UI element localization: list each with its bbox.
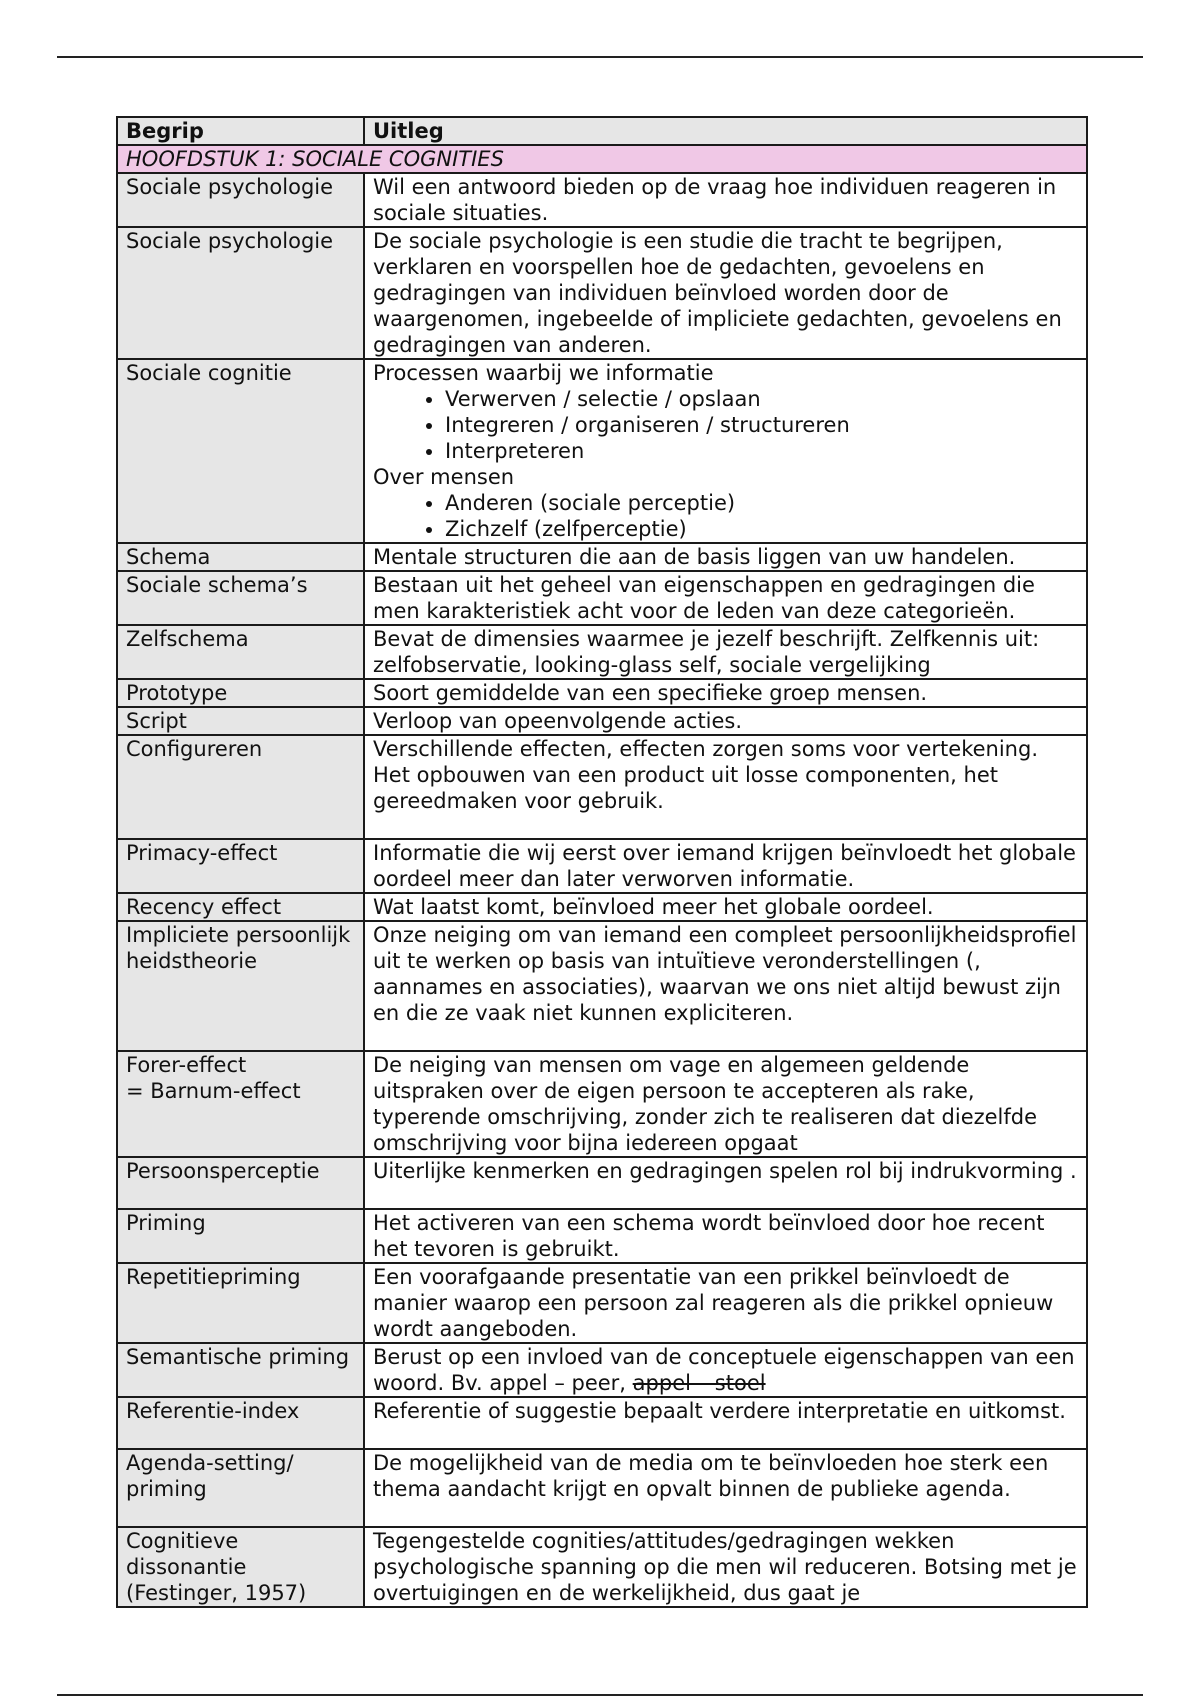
- term-cell: Sociale psychologie: [117, 227, 364, 359]
- list-item: • Anderen (sociale perceptie): [445, 490, 1078, 516]
- term-cell: Sociale psychologie: [117, 173, 364, 227]
- term-cell: [117, 1051, 364, 1157]
- explanation-cell: Wat laatst komt, beïnvloed meer het globale oordeel.: [364, 893, 1087, 921]
- section-title: HOOFDSTUK 1: SOCIALE COGNITIES: [117, 145, 1087, 173]
- explanation-cell: De mogelijkheid van de media om te beïnvloeden hoe sterk een thema aandacht krijgt en opvalt binnen de publieke agenda.: [364, 1449, 1087, 1527]
- table-row: [117, 227, 1087, 359]
- table-row: [117, 1449, 1087, 1527]
- term-cell: Impliciete persoonlijkheidstheorie: [117, 921, 364, 1051]
- explanation-text: Berust op een invloed van de conceptuele eigenschappen van een woord. Bv. appel – peer,: [373, 1345, 1075, 1395]
- explanation-cell: De sociale psychologie is een studie die tracht te begrijpen, verklaren en voorspellen hoe de gedachten, gevoelens en gedragingen van individuen beïnvloed worden door de waargenomen, ingebeelde of impliciete gedachten, gevoelens en gedragingen van anderen.: [364, 227, 1087, 359]
- table-row: [117, 1209, 1087, 1263]
- table-row: [117, 1397, 1087, 1449]
- term-cell: Repetitiepriming: [117, 1263, 364, 1343]
- term-cell: Script: [117, 707, 364, 735]
- list-item: • Zichzelf (zelfperceptie): [445, 516, 1078, 542]
- term-cell: Persoonsperceptie: [117, 1157, 364, 1209]
- explanation-cell: Het activeren van een schema wordt beïnvloed door hoe recent het tevoren is gebruikt.: [364, 1209, 1087, 1263]
- term-cell: Semantische priming: [117, 1343, 364, 1397]
- section-row: [117, 145, 1087, 173]
- header-rule: [57, 56, 1143, 58]
- list-item: • Verwerven / selectie / opslaan: [445, 386, 1078, 412]
- explanation-cell: Tegengestelde cognities/attitudes/gedragingen wekken psychologische spanning op die men wil reduceren. Botsing met je overtuigingen en de werkelijkheid, dus gaat je: [364, 1527, 1087, 1607]
- explanation-cell: De neiging van mensen om vage en algemeen geldende uitspraken over de eigen persoon te accepteren als rake, typerende omschrijving, zonder zich te realiseren dat diezelfde omschrijving voor bijna iedereen opgaat: [364, 1051, 1087, 1157]
- table-row: [117, 1263, 1087, 1343]
- term-cell: Prototype: [117, 679, 364, 707]
- term-cell: Sociale schema’s: [117, 571, 364, 625]
- explanation-line: Verschillende effecten, effecten zorgen soms voor vertekening.: [373, 737, 1038, 761]
- explanation-cell: Soort gemiddelde van een specifieke groep mensen.: [364, 679, 1087, 707]
- explanation-cell: Mentale structuren die aan de basis liggen van uw handelen.: [364, 543, 1087, 571]
- explanation-cell: [364, 735, 1087, 839]
- table-row: [117, 1051, 1087, 1157]
- column-header-term: Begrip: [117, 117, 364, 145]
- list-item: • Interpreteren: [445, 438, 1078, 464]
- table-row: [117, 893, 1087, 921]
- term-cell: Cognitieve dissonantie (Festinger, 1957): [117, 1527, 364, 1607]
- table-row: [117, 921, 1087, 1051]
- header-row: [117, 117, 1087, 145]
- explanation-line: Het opbouwen van een product uit losse componenten, het gereedmaken voor gebruik.: [373, 763, 998, 813]
- explanation-cell: Een voorafgaande presentatie van een prikkel beïnvloedt de manier waarop een persoon zal reageren als die prikkel opnieuw wordt aangeboden.: [364, 1263, 1087, 1343]
- explanation-intro: Processen waarbij we informatie: [373, 361, 714, 385]
- term-cell: Zelfschema: [117, 625, 364, 679]
- table-row: [117, 679, 1087, 707]
- term-cell: Sociale cognitie: [117, 359, 364, 543]
- bullet-list: [373, 490, 1078, 542]
- explanation-cell: Informatie die wij eerst over iemand krijgen beïnvloedt het globale oordeel meer dan later verworven informatie.: [364, 839, 1087, 893]
- table-row: [117, 543, 1087, 571]
- term-cell: Configureren: [117, 735, 364, 839]
- footer-rule: [57, 1694, 1143, 1696]
- term-line: Forer-effect: [126, 1053, 247, 1077]
- term-cell: Primacy-effect: [117, 839, 364, 893]
- table-row: [117, 625, 1087, 679]
- table-row: [117, 1343, 1087, 1397]
- table-row: [117, 1527, 1087, 1607]
- explanation-cell: Bestaan uit het geheel van eigenschappen en gedragingen die men karakteristiek acht voor de leden van deze categorieën.: [364, 571, 1087, 625]
- table-row: [117, 1157, 1087, 1209]
- table-row: [117, 735, 1087, 839]
- explanation-cell: Onze neiging om van iemand een compleet persoonlijkheidsprofiel uit te werken op basis van intuïtieve veronderstellingen (, aannames en associaties), waarvan we ons niet altijd bewust zijn en die ze vaak niet kunnen expliciteren.: [364, 921, 1087, 1051]
- explanation-subheading: Over mensen: [373, 465, 515, 489]
- table-row: [117, 839, 1087, 893]
- table-row: [117, 173, 1087, 227]
- explanation-cell: [364, 359, 1087, 543]
- explanation-cell: [364, 1343, 1087, 1397]
- list-item: • Integreren / organiseren / structureren: [445, 412, 1078, 438]
- explanation-cell: Wil een antwoord bieden op de vraag hoe individuen reageren in sociale situaties.: [364, 173, 1087, 227]
- table-row: [117, 359, 1087, 543]
- explanation-cell: Referentie of suggestie bepaalt verdere interpretatie en uitkomst.: [364, 1397, 1087, 1449]
- explanation-cell: Uiterlijke kenmerken en gedragingen spelen rol bij indrukvorming .: [364, 1157, 1087, 1209]
- glossary-table: [116, 116, 1088, 1608]
- term-cell: Agenda-setting/ priming: [117, 1449, 364, 1527]
- struck-example: appel – stoel: [632, 1371, 766, 1395]
- explanation-cell: Bevat de dimensies waarmee je jezelf beschrijft. Zelfkennis uit: zelfobservatie, looking-glass self, sociale vergelijking: [364, 625, 1087, 679]
- term-cell: Priming: [117, 1209, 364, 1263]
- bullet-list: [373, 386, 1078, 464]
- table-row: [117, 707, 1087, 735]
- term-line: = Barnum-effect: [126, 1079, 301, 1103]
- term-cell: Recency effect: [117, 893, 364, 921]
- table-row: [117, 571, 1087, 625]
- term-cell: Referentie-index: [117, 1397, 364, 1449]
- explanation-cell: Verloop van opeenvolgende acties.: [364, 707, 1087, 735]
- column-header-explanation: Uitleg: [364, 117, 1087, 145]
- term-cell: Schema: [117, 543, 364, 571]
